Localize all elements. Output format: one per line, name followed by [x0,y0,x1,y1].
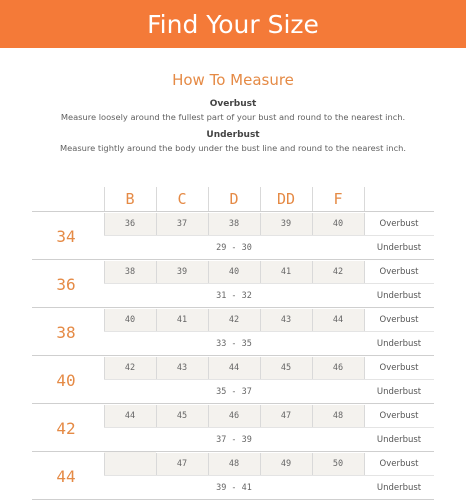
cell-divider [364,261,365,283]
overbust-cell: 46 [228,410,240,421]
underbust-cell: 37 - 39 [216,435,252,445]
cell-divider [364,213,365,235]
overbust-cell: 42 [332,266,344,277]
overbust-row-label: Overbust [379,266,419,277]
overbust-cell: 40 [124,314,136,325]
cell-divider [208,357,209,379]
cell-divider [260,261,261,283]
overbust-cell: 37 [176,218,188,229]
cell-divider [104,405,105,427]
cell-divider [104,453,105,475]
overbust-cell: 40 [332,218,344,229]
overbust-cell: 44 [228,362,240,373]
overbust-cell: 45 [280,362,292,373]
overbust-description: Measure loosely around the fullest part of your bust and round to the nearest inch. [60,112,406,122]
overbust-cell: 43 [280,314,292,325]
cup-header-c: C [177,190,187,208]
overbust-cell: 49 [280,458,292,469]
cell-divider [364,405,365,427]
overbust-cell: 44 [332,314,344,325]
cell-divider [312,357,313,379]
band-size-42: 42 [56,418,76,438]
cell-divider [364,357,365,379]
overbust-cell: 46 [332,362,344,373]
overbust-row-label: Overbust [379,362,419,373]
underbust-cell: 29 - 30 [216,243,252,253]
cup-header-f: F [333,190,343,208]
overbust-cell: 40 [228,266,240,277]
overbust-row-label: Overbust [379,410,419,421]
underbust-cell: 33 - 35 [216,339,252,349]
overbust-row-label: Overbust [379,218,419,229]
cell-divider [104,213,105,235]
cell-divider [312,453,313,475]
overbust-cell: 43 [176,362,188,373]
underbust-cell: 35 - 37 [216,387,252,397]
cell-divider [104,309,105,331]
underbust-cell: 31 - 32 [216,291,252,301]
band-size-40: 40 [56,370,76,390]
cell-divider [208,309,209,331]
cell-divider [364,453,365,475]
cell-divider [156,405,157,427]
overbust-cell: 48 [228,458,240,469]
how-to-measure-heading: How To Measure [172,71,294,89]
overbust-cell: 41 [176,314,188,325]
underbust-row-label: Underbust [376,482,422,493]
underbust-row-label: Underbust [376,338,422,349]
cell-divider [312,261,313,283]
cup-header-dd: DD [276,190,296,208]
overbust-cell: 38 [228,218,240,229]
page-title: Find Your Size [147,9,319,39]
overbust-cell [104,452,156,475]
cell-divider [260,213,261,235]
underbust-row-label: Underbust [376,434,422,445]
overbust-cell: 36 [124,218,136,229]
cell-divider [208,213,209,235]
overbust-cell: 47 [176,458,188,469]
overbust-cell: 45 [176,410,188,421]
cell-divider [260,357,261,379]
overbust-cell: 41 [280,266,292,277]
cell-divider [208,453,209,475]
underbust-row-label: Underbust [376,242,422,253]
cell-divider [312,213,313,235]
cell-divider [156,213,157,235]
cup-header-b: B [125,190,135,208]
cell-divider [208,405,209,427]
cell-divider [208,261,209,283]
column-divider [364,187,365,211]
cell-divider [260,405,261,427]
overbust-cell: 47 [280,410,292,421]
underbust-cell: 39 - 41 [216,483,252,493]
underbust-row-label: Underbust [376,290,422,301]
cell-divider [156,357,157,379]
overbust-cell: 39 [176,266,188,277]
cell-divider [104,357,105,379]
band-size-34: 34 [56,226,76,246]
overbust-cell: 42 [228,314,240,325]
overbust-row-label: Overbust [379,458,419,469]
band-size-44: 44 [56,466,76,486]
cell-divider [364,309,365,331]
overbust-cell: 38 [124,266,136,277]
cell-divider [156,453,157,475]
overbust-cell: 42 [124,362,136,373]
band-size-36: 36 [56,274,76,294]
overbust-row-label: Overbust [379,314,419,325]
cell-divider [260,453,261,475]
overbust-cell: 50 [332,458,344,469]
band-size-38: 38 [56,322,76,342]
cell-divider [156,309,157,331]
overbust-cell: 39 [280,218,292,229]
underbust-heading: Underbust [206,130,260,140]
underbust-description: Measure tightly around the body under the bust line and round to the nearest inch. [59,143,407,153]
cell-divider [260,309,261,331]
overbust-heading: Overbust [209,99,257,109]
cell-divider [312,309,313,331]
cell-divider [104,261,105,283]
cell-divider [312,405,313,427]
underbust-row-label: Underbust [376,386,422,397]
overbust-cell: 48 [332,410,344,421]
cell-divider [156,261,157,283]
cup-header-d: D [229,190,239,208]
overbust-cell: 44 [124,410,136,421]
